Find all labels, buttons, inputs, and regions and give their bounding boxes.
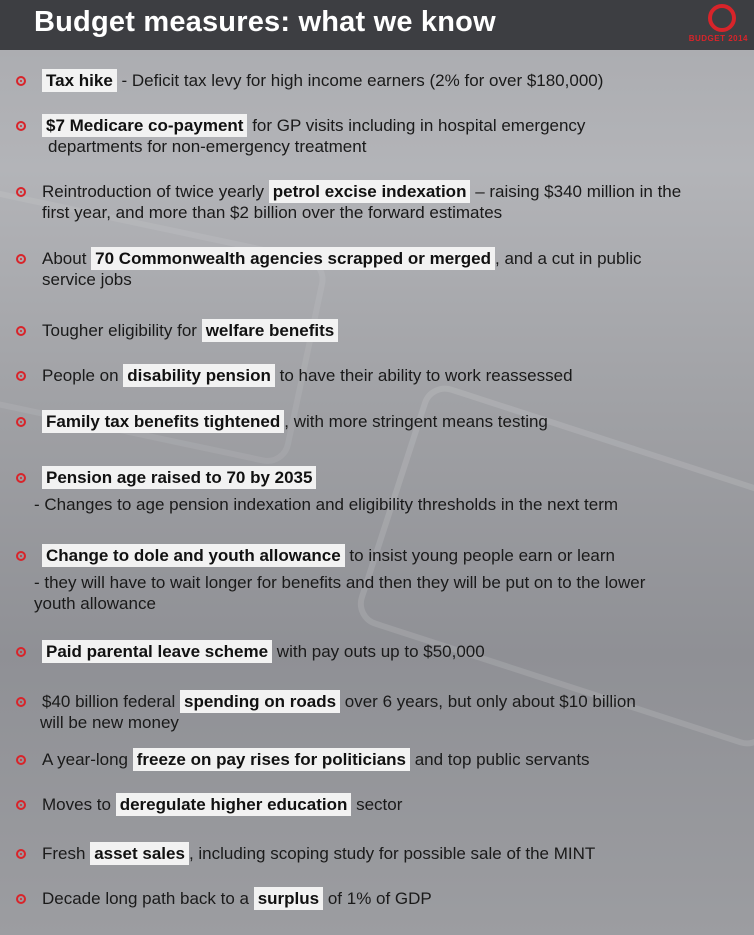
item-text: will be new money (40, 713, 179, 732)
page-title: Budget measures: what we know (34, 6, 496, 38)
item-text: Decade long path back to a (42, 889, 254, 908)
item-line (42, 70, 603, 91)
item-text: - they will have to wait longer for benefits and then they will be put on to the lower (34, 573, 646, 592)
item-line (42, 411, 548, 432)
bullet-icon (16, 800, 26, 810)
item-text: first year, and more than $2 billion over the forward estimates (42, 203, 503, 222)
item-text: - Deficit tax levy for high income earners (2% for over $180,000) (116, 71, 604, 90)
item-highlight: 70 Commonwealth agencies scrapped or merged (91, 247, 495, 270)
item-text: with pay outs up to $50,000 (272, 642, 485, 661)
bullet-icon (16, 755, 26, 765)
item-highlight: asset sales (90, 842, 189, 865)
item-text: Tougher eligibility for (42, 321, 202, 340)
bullet-icon (16, 121, 26, 131)
item-highlight: surplus (254, 887, 323, 910)
budget-logo-icon (708, 4, 736, 32)
item-text: of 1% of GDP (323, 889, 432, 908)
item-line (40, 712, 179, 733)
bullet-icon (16, 473, 26, 483)
bullet-icon (16, 551, 26, 561)
item-text: Reintroduction of twice yearly (42, 182, 269, 201)
item-text: departments for non-emergency treatment (48, 137, 367, 156)
item-text: , and a cut in public (495, 249, 642, 268)
item-text: for GP visits including in hospital emergency (247, 116, 586, 135)
item-text: – raising $340 million in the (470, 182, 682, 201)
item-text: to insist young people earn or learn (344, 546, 615, 565)
bullet-icon (16, 697, 26, 707)
item-text: sector (351, 795, 403, 814)
item-line (48, 136, 366, 157)
item-highlight: Pension age raised to 70 by 2035 (42, 466, 316, 489)
item-text: over 6 years, but only about $10 billion (340, 692, 636, 711)
bullet-icon (16, 894, 26, 904)
item-line (42, 467, 316, 488)
item-highlight: Tax hike (42, 69, 117, 92)
header-bar (0, 0, 754, 50)
bullet-icon (16, 647, 26, 657)
item-line (42, 181, 681, 202)
budget-logo-text: BUDGET 2014 (688, 34, 748, 43)
item-text: service jobs (42, 270, 132, 289)
item-line (42, 248, 642, 269)
item-line (42, 545, 615, 566)
item-line (42, 794, 402, 815)
bullet-icon (16, 371, 26, 381)
item-text: , with more stringent means testing (284, 412, 548, 431)
item-text: Fresh (42, 844, 91, 863)
item-line (42, 202, 502, 223)
item-text: to have their ability to work reassessed (274, 366, 573, 385)
bullet-icon (16, 417, 26, 427)
item-text: People on (42, 366, 124, 385)
item-highlight: Change to dole and youth allowance (42, 544, 345, 567)
item-highlight: $7 Medicare co-payment (42, 114, 247, 137)
item-line (42, 691, 636, 712)
bullet-icon (16, 76, 26, 86)
item-line (34, 494, 618, 515)
item-text: A year-long (42, 750, 133, 769)
item-line (42, 365, 573, 386)
item-line (42, 269, 132, 290)
item-highlight: disability pension (123, 364, 275, 387)
bullet-icon (16, 326, 26, 336)
item-line (42, 320, 338, 341)
item-highlight: welfare benefits (202, 319, 339, 342)
item-line (42, 641, 485, 662)
bullet-icon (16, 187, 26, 197)
item-line (34, 593, 156, 614)
item-text: $40 billion federal (42, 692, 180, 711)
item-line (42, 115, 585, 136)
item-highlight: Paid parental leave scheme (42, 640, 272, 663)
bullet-icon (16, 849, 26, 859)
item-highlight: Family tax benefits tightened (42, 410, 284, 433)
item-highlight: freeze on pay rises for politicians (133, 748, 410, 771)
item-highlight: spending on roads (180, 690, 340, 713)
item-line (42, 749, 590, 770)
item-text: - Changes to age pension indexation and eligibility thresholds in the next term (34, 495, 619, 514)
item-text: About (42, 249, 92, 268)
item-highlight: petrol excise indexation (269, 180, 471, 203)
bullet-icon (16, 254, 26, 264)
item-text: youth allowance (34, 594, 156, 613)
item-text: Moves to (42, 795, 116, 814)
item-line (34, 572, 645, 593)
item-highlight: deregulate higher education (116, 793, 352, 816)
item-text: and top public servants (410, 750, 590, 769)
item-line (42, 888, 432, 909)
budget-logo (656, 4, 748, 46)
item-text: , including scoping study for possible sale of the MINT (188, 844, 596, 863)
item-line (42, 843, 595, 864)
